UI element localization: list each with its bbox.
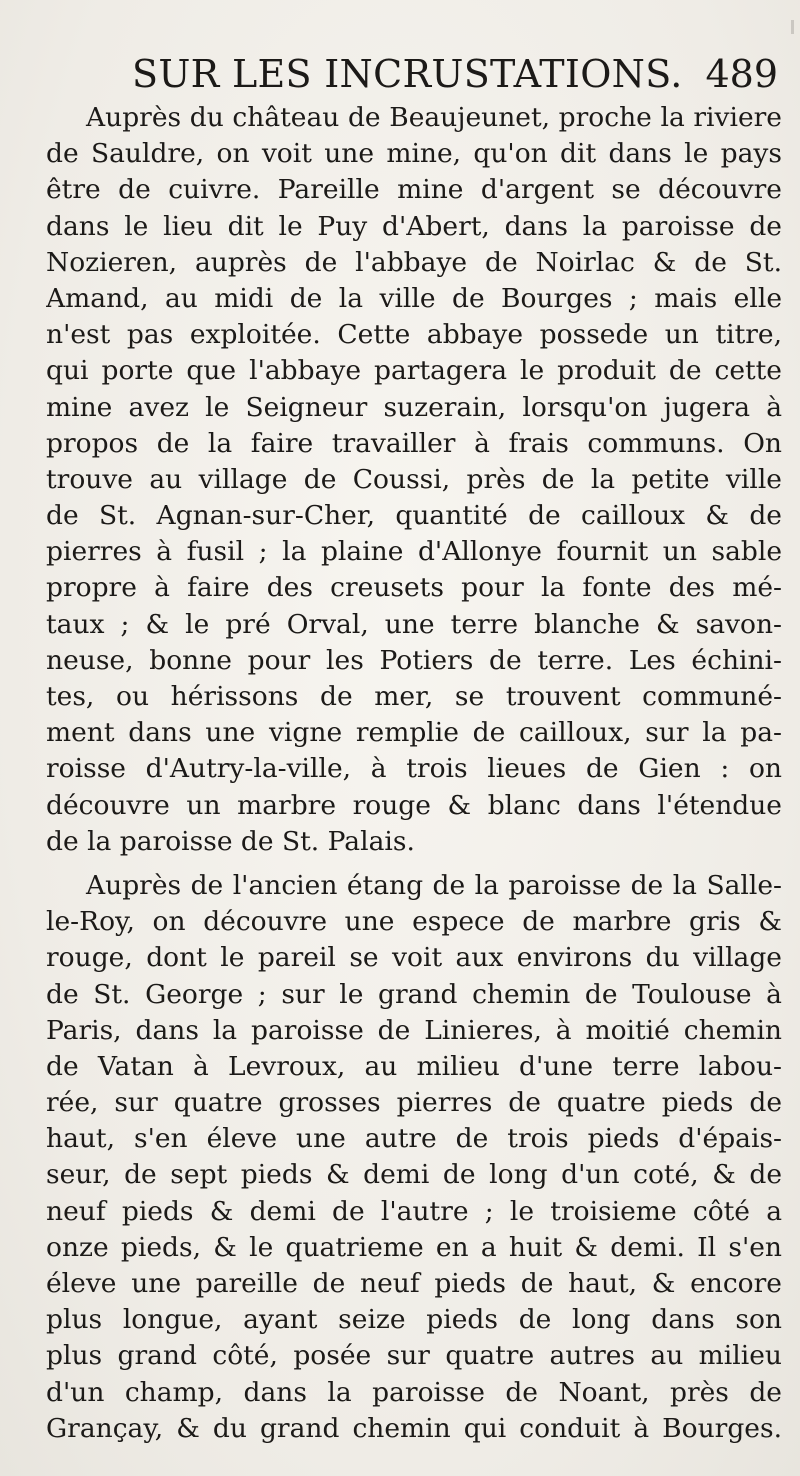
text-line: éleve une pareille de neuf pieds de haut, & encore bbox=[46, 1268, 782, 1299]
text-line: tes, ou hérissons de mer, se trouvent communé- bbox=[46, 681, 782, 712]
text-line: seur, de sept pieds & demi de long d'un coté, & de bbox=[46, 1159, 782, 1191]
text-line: de St. George ; sur le grand chemin de Toulouse à bbox=[46, 978, 782, 1010]
text-line: Paris, dans la paroisse de Linieres, à moitié chemin bbox=[46, 1014, 782, 1046]
text-line: neuse, bonne pour les Potiers de terre. Les échini- bbox=[46, 644, 782, 676]
text-line: de Sauldre, on voit une mine, qu'on dit dans le pays bbox=[46, 138, 782, 170]
text-line: haut, s'en éleve une autre de trois pieds d'épais- bbox=[46, 1123, 782, 1155]
text-line: d'un champ, dans la paroisse de Noant, près de bbox=[46, 1376, 782, 1408]
text-line: plus longue, ayant seize pieds de long dans son bbox=[46, 1304, 782, 1336]
text-line: le-Roy, on découvre une espece de marbre gris & bbox=[46, 906, 782, 938]
text-line: mine avez le Seigneur suzerain, lorsqu'on jugera à bbox=[46, 391, 782, 423]
text-line: neuf pieds & demi de l'autre ; le troisieme côté a bbox=[46, 1195, 782, 1227]
text-line: propre à faire des creusets pour la fonte des mé- bbox=[46, 572, 782, 604]
text-line: ment dans une vigne remplie de cailloux, sur la pa- bbox=[46, 717, 782, 749]
running-title: SUR LES INCRUSTATIONS. bbox=[132, 52, 683, 96]
text-line: Amand, au midi de la ville de Bourges ; mais elle bbox=[46, 282, 782, 314]
text-line: plus grand côté, posée sur quatre autres au milieu bbox=[46, 1340, 782, 1372]
text-line: onze pieds, & le quatrieme en a huit & demi. Il s'en bbox=[46, 1231, 782, 1263]
text-line: n'est pas exploitée. Cette abbaye possede un titre, bbox=[46, 319, 782, 351]
text-line: Auprès du château de Beaujeunet, proche la riviere bbox=[86, 102, 782, 133]
paragraph-1 bbox=[46, 100, 782, 860]
page-number: 489 bbox=[705, 52, 778, 96]
page-edge-mark bbox=[791, 20, 794, 34]
text-line: taux ; & le pré Orval, une terre blanche & savon- bbox=[46, 608, 782, 640]
text-line: découvre un marbre rouge & blanc dans l'étendue bbox=[46, 789, 782, 821]
text-line: de Vatan à Levroux, au milieu d'une terre labou- bbox=[46, 1050, 782, 1082]
text-line: qui porte que l'abbaye partagera le produit de cette bbox=[46, 355, 782, 387]
text-line: trouve au village de Coussi, près de la petite ville bbox=[46, 463, 782, 495]
text-line: roisse d'Autry-la-ville, à trois lieues de Gien : on bbox=[46, 753, 782, 785]
text-line: Auprès de l'ancien étang de la paroisse de la Salle- bbox=[86, 869, 782, 901]
text-line: pierres à fusil ; la plaine d'Allonye fournit un sable bbox=[46, 536, 782, 568]
text-line: dans le lieu dit le Puy d'Abert, dans la paroisse de bbox=[46, 210, 782, 242]
text-line: Grançay, & du grand chemin qui conduit à Bourges. bbox=[46, 1412, 782, 1444]
text-line: de la paroisse de St. Palais. bbox=[46, 825, 415, 857]
text-line: être de cuivre. Pareille mine d'argent se découvre bbox=[46, 174, 782, 206]
text-line: Nozieren, auprès de l'abbaye de Noirlac & de St. bbox=[46, 246, 782, 278]
page-header bbox=[132, 52, 778, 98]
text-line: propos de la faire travailler à frais communs. On bbox=[46, 427, 782, 459]
text-line: de St. Agnan-sur-Cher, quantité de cailloux & de bbox=[46, 500, 782, 532]
paragraph-2 bbox=[46, 868, 782, 1447]
body-text bbox=[46, 100, 782, 1447]
text-line: rouge, dont le pareil se voit aux environs du village bbox=[46, 942, 782, 974]
text-line: rée, sur quatre grosses pierres de quatre pieds de bbox=[46, 1087, 782, 1119]
paragraph-gap bbox=[46, 860, 782, 868]
